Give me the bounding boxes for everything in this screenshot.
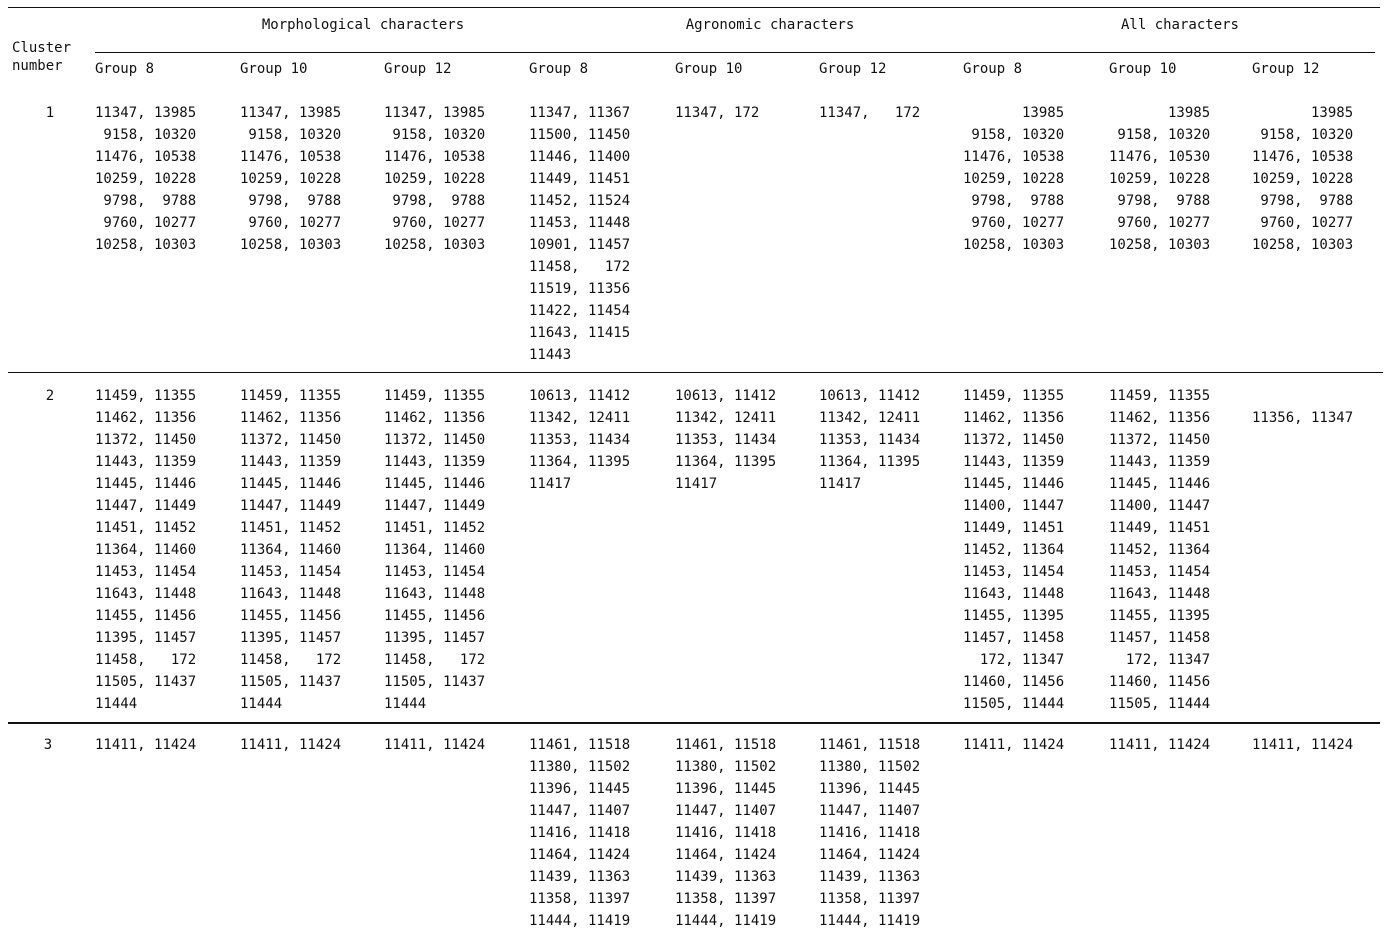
group-header: Group 8: [95, 61, 155, 77]
group-header: Group 10: [1109, 61, 1177, 77]
table-cell: 11459, 11355 11462, 11356 11372, 11450 11443, 11359 11445, 11446 11447, 11449 11451, 11452 11364, 11460 11453, 11454 11643, 11448 11455, 11456 11395, 11457 11458, 172 11505, 11437 11444: [384, 388, 486, 712]
table-cell: 11411, 11424: [1252, 737, 1354, 753]
table-cell: 13985 9158, 10320 11476, 10538 10259, 10228 9798, 9788 9760, 10277 10258, 10303: [963, 105, 1065, 253]
section-title-morphological: Morphological characters: [261, 17, 465, 33]
cluster-number-header: Cluster number: [12, 40, 72, 74]
table-cell: 10613, 11412 11342, 12411 11353, 11434 11364, 11395 11417: [529, 388, 631, 492]
table-cell: 13985 9158, 10320 11476, 10530 10259, 10228 9798, 9788 9760, 10277 10258, 10303: [1109, 105, 1211, 253]
table-cell: 11347, 11367 11500, 11450 11446, 11400 11449, 11451 11452, 11524 11453, 11448 10901, 11457 11458, 172 11519, 11356 11422, 11454 11643, 11415 11443: [529, 105, 631, 363]
table-cell: 11461, 11518 11380, 11502 11396, 11445 11447, 11407 11416, 11418 11464, 11424 11439, 11363 11358, 11397 11444, 11419: [819, 737, 921, 929]
table-cell: 11411, 11424: [1109, 737, 1211, 753]
table-cell: 11411, 11424: [240, 737, 342, 753]
section-title-agronomic: Agronomic characters: [685, 17, 855, 33]
cluster-number: 3: [43, 737, 53, 753]
table-cell: 11411, 11424: [963, 737, 1065, 753]
table-cell: 11461, 11518 11380, 11502 11396, 11445 11447, 11407 11416, 11418 11464, 11424 11439, 11363 11358, 11397 11444, 11419: [529, 737, 631, 929]
group-header: Group 12: [819, 61, 887, 77]
table-cell: 11459, 11355 11462, 11356 11372, 11450 11443, 11359 11445, 11446 11400, 11447 11449, 11451 11452, 11364 11453, 11454 11643, 11448 11455, 11395 11457, 11458 172, 11347 11460, 11456 11505, 11444: [1109, 388, 1211, 712]
table-cell: 11459, 11355 11462, 11356 11372, 11450 11443, 11359 11445, 11446 11447, 11449 11451, 11452 11364, 11460 11453, 11454 11643, 11448 11455, 11456 11395, 11457 11458, 172 11505, 11437 11444: [240, 388, 342, 712]
table-cell: 11461, 11518 11380, 11502 11396, 11445 11447, 11407 11416, 11418 11464, 11424 11439, 11363 11358, 11397 11444, 11419: [675, 737, 777, 929]
group-header: Group 10: [240, 61, 308, 77]
row-divider: [8, 372, 1383, 373]
group-header: Group 8: [529, 61, 589, 77]
table-cell: 11411, 11424: [384, 737, 486, 753]
table-cell: 11347, 13985 9158, 10320 11476, 10538 10259, 10228 9798, 9788 9760, 10277 10258, 10303: [95, 105, 197, 253]
group-header: Group 8: [963, 61, 1023, 77]
table-cell: 11347, 172: [675, 105, 760, 121]
group-header: Group 10: [675, 61, 743, 77]
top-rule: [8, 7, 1380, 8]
table-cell: 11347, 172: [819, 105, 921, 121]
table-cell: 11347, 13985 9158, 10320 11476, 10538 10259, 10228 9798, 9788 9760, 10277 10258, 10303: [384, 105, 486, 253]
table-cell: 11347, 13985 9158, 10320 11476, 10538 10259, 10228 9798, 9788 9760, 10277 10258, 10303: [240, 105, 342, 253]
table-cell: 10613, 11412 11342, 12411 11353, 11434 11364, 11395 11417: [819, 388, 921, 492]
table-cell: 13985 9158, 10320 11476, 10538 10259, 10228 9798, 9788 9760, 10277 10258, 10303: [1252, 105, 1354, 253]
cluster-number: 2: [45, 388, 55, 404]
group-header: Group 12: [1252, 61, 1320, 77]
section-rule: [95, 52, 1375, 53]
table-cell: 11459, 11355 11462, 11356 11372, 11450 11443, 11359 11445, 11446 11400, 11447 11449, 11451 11452, 11364 11453, 11454 11643, 11448 11455, 11395 11457, 11458 172, 11347 11460, 11456 11505, 11444: [963, 388, 1065, 712]
table-cell: 11356, 11347: [1252, 410, 1354, 426]
group-header: Group 12: [384, 61, 452, 77]
section-title-all: All characters: [1120, 17, 1239, 33]
row-divider: [8, 722, 1380, 724]
cluster-number: 1: [45, 105, 55, 121]
table-cell: 10613, 11412 11342, 12411 11353, 11434 11364, 11395 11417: [675, 388, 777, 492]
table-cell: 11459, 11355 11462, 11356 11372, 11450 11443, 11359 11445, 11446 11447, 11449 11451, 11452 11364, 11460 11453, 11454 11643, 11448 11455, 11456 11395, 11457 11458, 172 11505, 11437 11444: [95, 388, 197, 712]
table-cell: 11411, 11424: [95, 737, 197, 753]
